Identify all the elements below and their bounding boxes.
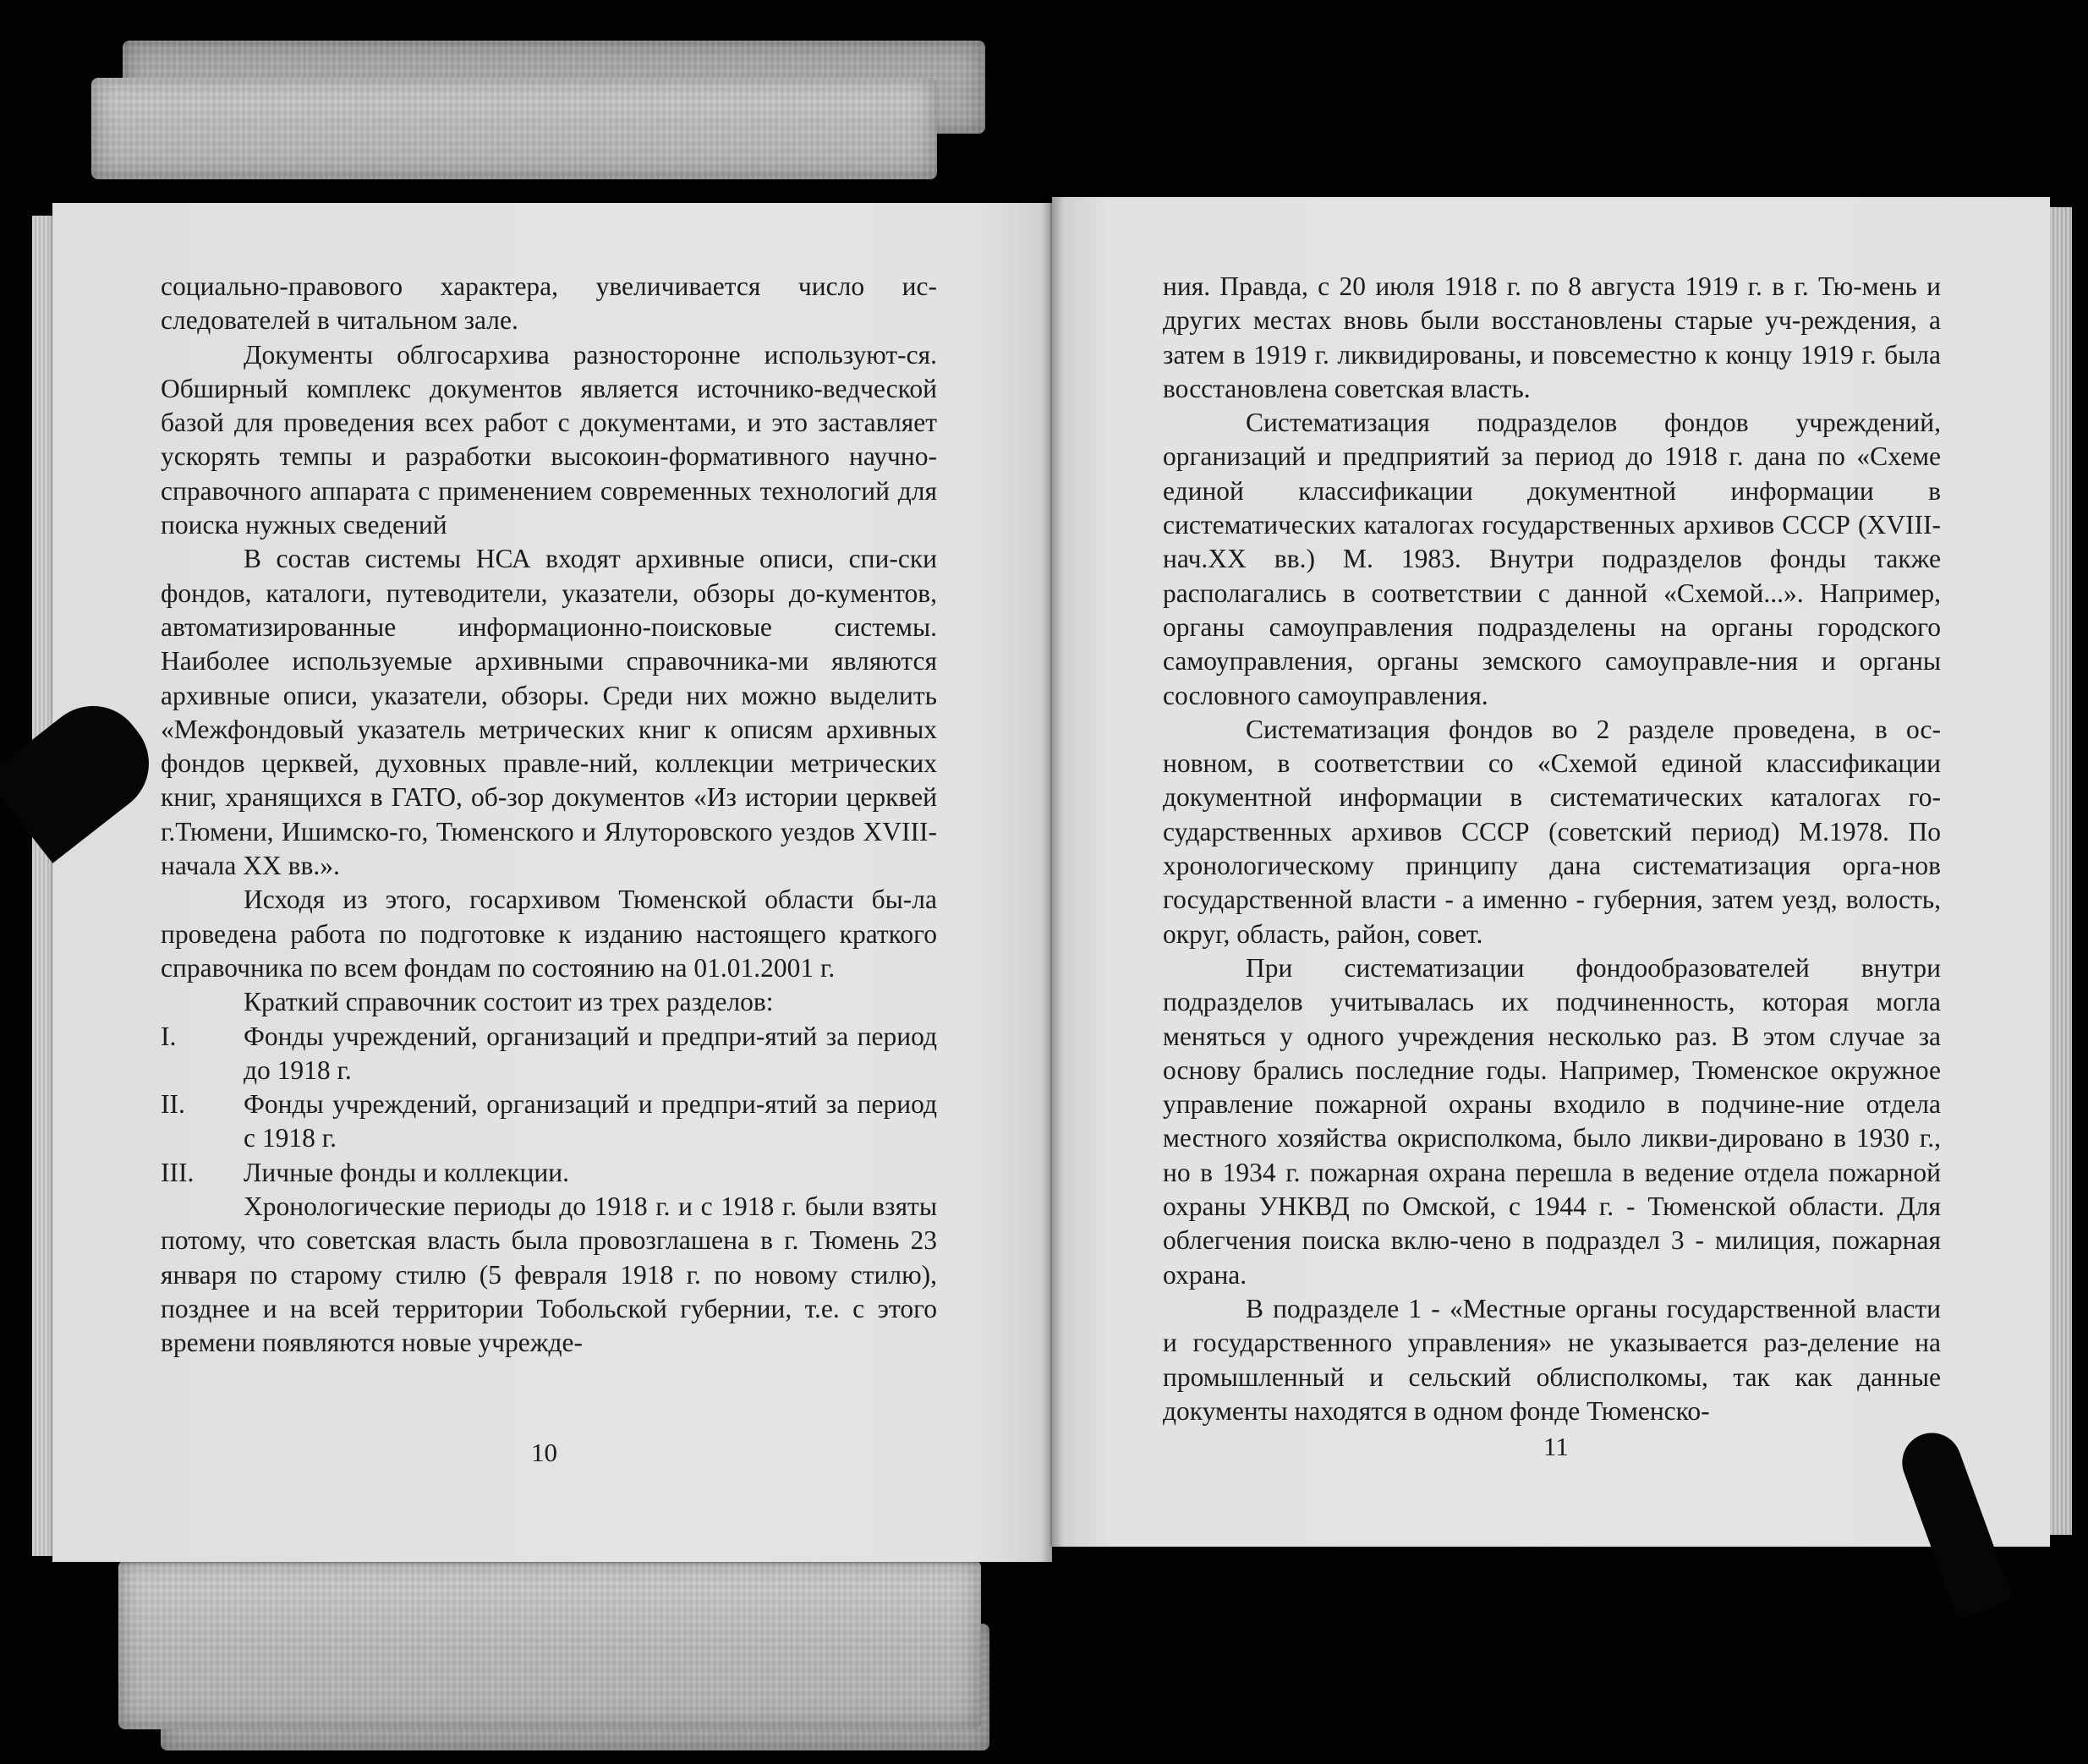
paragraph: Документы облгосархива разносторонне используют-ся. Обширный комплекс документов является источнико-ведческой базой для проведения всех работ с документами, и это заставляет ускорять темпы и разработки высокоин-формативного научно-справочного аппарата с применением современных технологий для поиска нужных сведений <box>161 339 937 540</box>
paragraph: Хронологические периоды до 1918 г. и с 1918 г. были взяты потому, что советская власть была провозглашена в г. Тюмень 23 января по старому стилю (5 февраля 1918 г. по новому стилю), позднее и на всей территории Тобольской губернии, т.е. с этого времени появляются новые учрежде- <box>161 1192 937 1358</box>
paragraph: Систематизация подразделов фондов учреждений, организаций и предприятий за период до 1918 г. дана по «Схеме единой классификации документной информации в систематических каталогах государственных архивов СССР (XVIII-нач.XX вв.) М. 1983. Внутри подразделов фонды также располагались в соответствии с данной «Схемой...». Например, органы самоуправления подразделены на органы городского самоуправления, органы земского самоуправле-ния и органы сословного самоуправления. <box>1163 408 1941 710</box>
right-page-text <box>1163 270 1941 1428</box>
paragraph: В подразделе 1 - «Местные органы государственной власти и государственного управления» не указывается раз-деление на промышленный и сельский облисполкомы, так как данные документы находятся в одном фонде Тюменско- <box>1163 1293 1941 1426</box>
left-page-text <box>161 270 937 1361</box>
paragraph: При систематизации фондообразователей внутри подразделов учитывалась их подчиненность, которая могла меняться у одного учреждения несколько раз. В этом случае за основу брались последние годы. Например, Тюменское окружное управление пожарной охраны входило в подчине-ние отдела местного хозяйства окрисполкома, было ликви-дировано в 1930 г., но в 1934 г. пожарная охрана перешла в ведение отдела пожарной охраны УНКВД по Омской, с 1944 г. - Тюменской области. Для облегчения поиска вклю-чено в подраздел 3 - милиция, пожарная охрана. <box>1163 952 1941 1290</box>
list-item-number: II. <box>161 1089 185 1120</box>
list-item-number: I. <box>161 1021 177 1051</box>
list-item-text: Фонды учреждений, организаций и предпри-ятий за период с 1918 г. <box>244 1089 937 1153</box>
page-number-left: 10 <box>531 1438 557 1467</box>
list-item <box>161 1020 937 1088</box>
list-item-text: Фонды учреждений, организаций и предпри-ятий за период до 1918 г. <box>244 1021 937 1085</box>
right-page-stack-edge <box>2050 207 2072 1535</box>
paragraph: В состав системы НСА входят архивные описи, спи-ски фондов, каталоги, путеводители, указатели, обзоры до-кументов, автоматизированные информационно-поисковые системы. Наиболее используемые архивными справочника-ми являются архивные описи, указатели, обзоры. Среди них можно выделить «Межфондовый указатель метрических книг к описям архивных фондов церквей, духовных правле-ний, коллекции метрических книг, хранящихся в ГАТО, об-зор документов «Из истории церквей г.Тюмени, Ишимско-го, Тюменского и Ялуторовского уездов XVIII- начала XX вв.». <box>161 544 937 881</box>
paragraph: Краткий справочник состоит из трех разделов: <box>244 987 774 1017</box>
list-item <box>161 1087 937 1156</box>
list-item-number: III. <box>161 1157 195 1187</box>
page-number-right: 11 <box>1543 1432 1569 1461</box>
paragraph: ния. Правда, с 20 июля 1918 г. по 8 августа 1919 г. в г. Тю-мень и других местах вновь были восстановлены старые уч-реждения, а затем в 1919 г. ликвидированы, и повсеместно к концу 1919 г. была восстановлена советская власть. <box>1163 271 1941 403</box>
list-item <box>161 1156 937 1190</box>
paragraph: Исходя из этого, госархивом Тюменской области бы-ла проведена работа по подготовке к изданию настоящего краткого справочника по всем фондам по состоянию на 01.01.2001 г. <box>161 885 937 983</box>
paragraph: Систематизация фондов во 2 разделе проведена, в ос-новном, в соответствии со «Схемой единой классификации документной информации в систематических каталогах го-сударственных архивов СССР (советский период) М.1978. По хронологическому принципу дана систематизация орга-нов государственной власти - а именно - губерния, затем уезд, волость, округ, область, район, совет. <box>1163 714 1941 949</box>
foam-pad-bottom <box>118 1560 981 1729</box>
list-item-text: Личные фонды и коллекции. <box>244 1157 569 1187</box>
paragraph: социально-правового характера, увеличивается число ис-следователей в читальном зале. <box>161 271 937 336</box>
book-gutter <box>1040 197 1064 1562</box>
foam-pad-top <box>91 78 937 179</box>
